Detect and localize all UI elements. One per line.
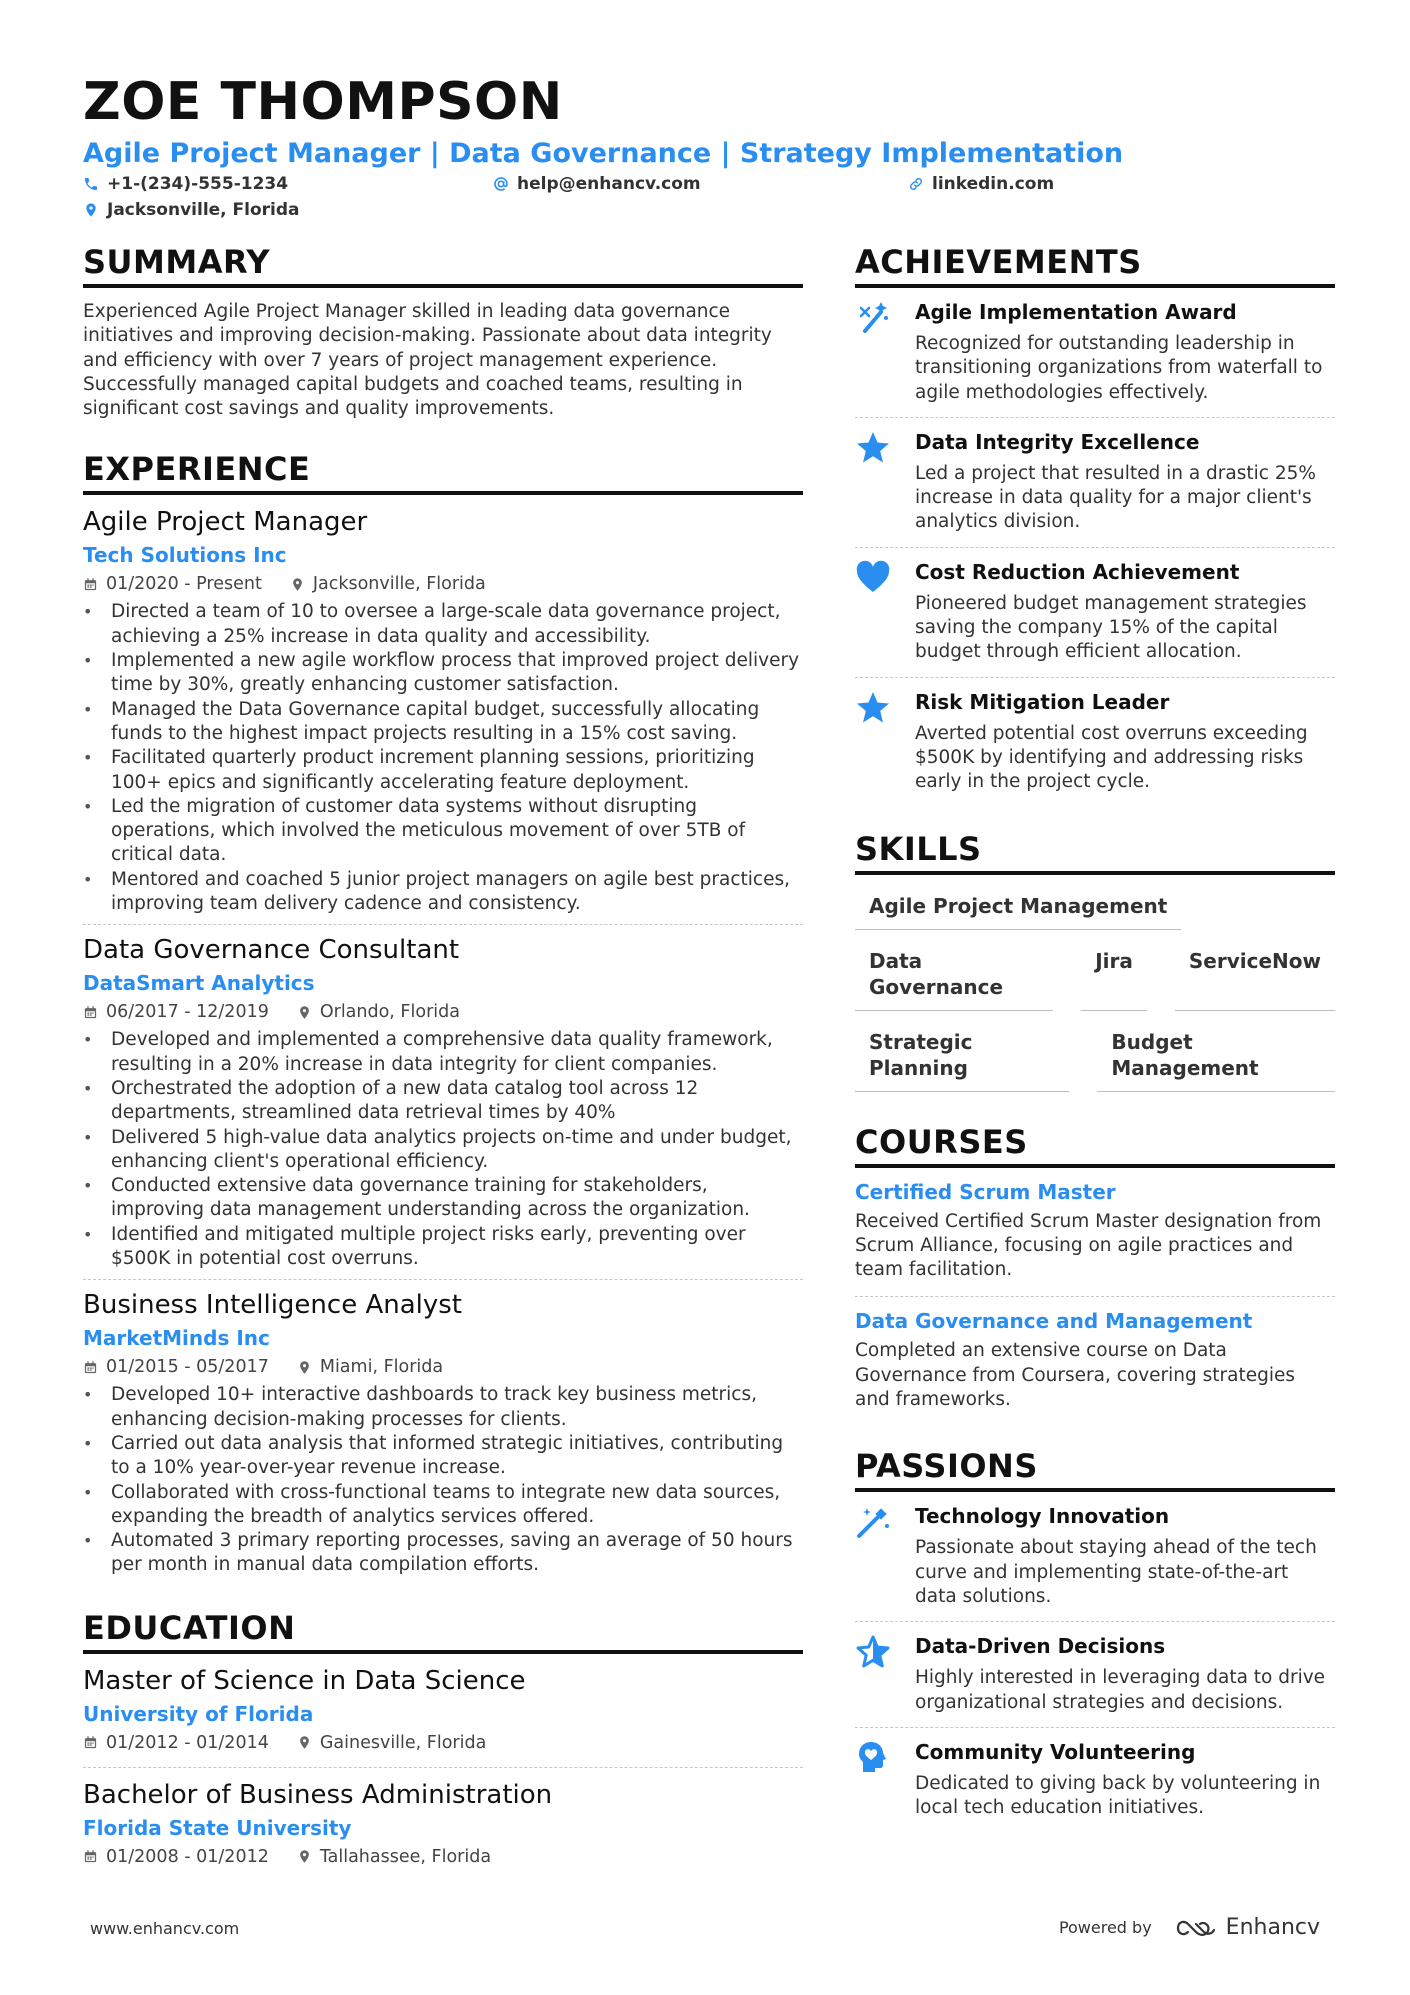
location-pin-icon (290, 577, 305, 592)
experience-section (83, 449, 803, 1577)
job-dates (83, 1355, 269, 1379)
at-icon (493, 176, 509, 192)
brand-name: Enhancv (1225, 1915, 1320, 1940)
achievement-title: Risk Mitigation Leader (915, 689, 1170, 714)
experience-heading: EXPERIENCE (83, 449, 803, 495)
left-column (83, 242, 803, 1869)
achievement-body (915, 688, 1335, 795)
location-text: Jacksonville, Florida (107, 200, 300, 220)
achievement-icon-wrap (855, 298, 915, 405)
education-meta (83, 1731, 803, 1755)
star-icon (855, 690, 891, 726)
passion-desc: Passionate about staying ahead of the tech curve and implementing state-of-the-art data solutions. (915, 1537, 1317, 1607)
job-role: Agile Project Manager (83, 507, 368, 538)
powered-by-text: Powered by (1058, 1918, 1152, 1937)
bullet-item: • Delivered 5 high-value data analytics projects on-time and under budget, enhancing client's operational efficiency. (83, 1126, 803, 1175)
summary-heading: SUMMARY (83, 242, 803, 288)
education-heading: EDUCATION (83, 1608, 803, 1654)
candidate-name: ZOE THOMPSON (83, 72, 563, 132)
job-location-text: Miami, Florida (319, 1357, 444, 1378)
courses-heading: COURSES (855, 1122, 1335, 1168)
achievement-desc: Recognized for outstanding leadership in transitioning organizations from waterfall to agile methodologies effectively. (915, 333, 1323, 403)
education-entry (83, 1767, 803, 1869)
job-bullets (83, 600, 803, 916)
passion-icon-wrap (855, 1738, 915, 1821)
achievement-item (855, 288, 1335, 418)
skills-heading: SKILLS (855, 829, 1335, 875)
bullet-item: • Mentored and coached 5 junior project managers on agile best practices, improving team delivery cadence and consistency. (83, 868, 803, 917)
passion-body (915, 1632, 1335, 1715)
job-bullets (83, 1383, 803, 1577)
achievements-heading: ACHIEVEMENTS (855, 242, 1335, 288)
right-column (855, 242, 1335, 1832)
bullet-item: • Directed a team of 10 to oversee a large-scale data governance project, achieving a 25% increase in data quality and accessibility. (83, 600, 803, 649)
passion-icon-wrap (855, 1502, 915, 1609)
footer-website[interactable]: www.enhancv.com (90, 1919, 240, 1938)
education-dates (83, 1731, 269, 1755)
linkedin-text[interactable]: linkedin.com (932, 174, 1055, 194)
achievement-item (855, 418, 1335, 548)
school: Florida State University (83, 1815, 352, 1840)
passion-body (915, 1502, 1335, 1609)
candidate-title: Agile Project Manager | Data Governance | Strategy Implementation (83, 138, 1124, 169)
job-bullets (83, 1028, 803, 1271)
heart-icon (855, 560, 891, 596)
skill-tag: Data Governance (855, 934, 1053, 1011)
passions-section (855, 1446, 1335, 1832)
bullet-item: • Collaborated with cross-functional teams to integrate new data sources, expanding the breadth of analytics services offered. (83, 1481, 803, 1530)
job-role: Business Intelligence Analyst (83, 1290, 463, 1321)
job-entry (83, 505, 803, 916)
star-icon (855, 430, 891, 466)
passion-item (855, 1492, 1335, 1622)
job-meta (83, 1355, 803, 1379)
phone-text: +1-(234)-555-1234 (107, 174, 289, 194)
calendar-icon (83, 1849, 98, 1864)
calendar-icon (83, 577, 98, 592)
location-pin-icon (297, 1360, 312, 1375)
job-location-text: Jacksonville, Florida (312, 574, 486, 595)
bullet-item: • Led the migration of customer data systems without disrupting operations, which involved the meticulous movement of over 5TB of critical data. (83, 795, 803, 868)
education-location-text: Gainesville, Florida (319, 1732, 487, 1753)
contact-info (83, 174, 1333, 234)
wand-sparkle-icon (855, 1504, 891, 1540)
location-pin-icon (297, 1735, 312, 1750)
passion-title: Technology Innovation (915, 1504, 1170, 1529)
skill-tag: Budget Management (1097, 1015, 1335, 1092)
enhancv-logo-icon (1174, 1917, 1218, 1939)
location-pin-icon (297, 1849, 312, 1864)
location-pin-icon (83, 202, 99, 218)
skills-row (855, 879, 1335, 930)
job-location (297, 1355, 443, 1379)
achievement-body (915, 558, 1335, 665)
courses-section (855, 1122, 1335, 1427)
bullet-item: • Implemented a new agile workflow process that improved project delivery time by 30%, greatly enhancing customer satisfaction. (83, 649, 803, 698)
achievement-desc: Led a project that resulted in a drastic 25% increase in data quality for a major client's analytics division. (915, 462, 1316, 533)
achievement-title: Agile Implementation Award (915, 300, 1237, 324)
job-dates (83, 572, 262, 596)
bullet-item: • Orchestrated the adoption of a new data catalog tool across 12 departments, streamlined data retrieval times by 40% (83, 1077, 803, 1126)
achievement-icon-wrap (855, 558, 915, 665)
passion-desc: Dedicated to giving back by volunteering in local tech education initiatives. (915, 1772, 1321, 1819)
education-entry (83, 1664, 803, 1755)
passion-body (915, 1738, 1335, 1821)
link-icon (908, 176, 924, 192)
bullet-item: • Automated 3 primary reporting processes, saving an average of 50 hours per month in manual data compilation efforts. (83, 1529, 803, 1578)
skill-tag: Jira (1081, 934, 1147, 1011)
skill-tag: Strategic Planning (855, 1015, 1069, 1092)
phone-icon (83, 176, 99, 192)
passion-desc: Highly interested in leveraging data to drive organizational strategies and decisions. (915, 1667, 1326, 1713)
achievement-title: Cost Reduction Achievement (915, 559, 1240, 584)
contact-location (83, 200, 300, 220)
education-meta (83, 1845, 803, 1869)
job-dates-text: 06/2017 - 12/2019 (106, 1002, 269, 1023)
job-role: Data Governance Consultant (83, 935, 460, 966)
passion-title: Community Volunteering (915, 1739, 1196, 1764)
education-dates (83, 1845, 269, 1869)
magic-wand-icon (855, 300, 891, 336)
education-location-text: Tallahassee, Florida (319, 1846, 492, 1867)
degree: Master of Science in Data Science (83, 1665, 526, 1696)
skill-tag: Agile Project Management (855, 879, 1181, 930)
bullet-item: • Conducted extensive data governance training for stakeholders, improving data management understanding across the organization. (83, 1174, 803, 1223)
job-location (297, 1000, 460, 1024)
bullet-item: • Managed the Data Governance capital budget, successfully allocating funds to the highest impact projects resulting in a 15% cost saving. (83, 698, 803, 747)
summary-text: Experienced Agile Project Manager skilled in leading data governance initiatives and improving decision-making. Passionate about data integrity and efficiency with over 7 years of project management experience. Successfully managed capital budgets and coached teams, resulting in significant cost savings and quality improvements. (83, 301, 772, 420)
education-dates-text: 01/2012 - 01/2014 (106, 1732, 269, 1753)
location-pin-icon (297, 1005, 312, 1020)
contact-phone (83, 174, 288, 194)
job-company: MarketMinds Inc (83, 1326, 270, 1351)
brand-logo[interactable] (1174, 1915, 1320, 1940)
skill-tag: ServiceNow (1175, 934, 1335, 1011)
skills-section (855, 829, 1335, 1092)
head-heart-icon (855, 1740, 891, 1776)
course-desc: Received Certified Scrum Master designation from Scrum Alliance, focusing on agile practices and team facilitation. (855, 1210, 1322, 1281)
course-item (855, 1297, 1335, 1426)
job-location (290, 572, 486, 596)
calendar-icon (83, 1005, 98, 1020)
course-title: Data Governance and Management (855, 1309, 1253, 1334)
star-outline-icon (855, 1634, 891, 1670)
job-meta (83, 572, 803, 596)
achievement-desc: Averted potential cost overruns exceeding $500K by identifying and addressing risks early in the project cycle. (915, 722, 1308, 793)
degree: Bachelor of Business Administration (83, 1779, 553, 1810)
course-title: Certified Scrum Master (855, 1179, 1116, 1204)
education-location (297, 1845, 491, 1869)
achievement-icon-wrap (855, 688, 915, 795)
passion-icon-wrap (855, 1632, 915, 1715)
bullet-item: • Carried out data analysis that informed strategic initiatives, contributing to a 10% year-over-year revenue increase. (83, 1432, 803, 1481)
job-entry (83, 924, 803, 1271)
achievement-desc: Pioneered budget management strategies saving the company 15% of the capital budget through efficient allocation. (915, 592, 1307, 663)
job-meta (83, 1000, 803, 1024)
achievement-body (915, 428, 1335, 535)
achievement-icon-wrap (855, 428, 915, 535)
footer-branding (1059, 1915, 1320, 1940)
footer (90, 1915, 1320, 1945)
achievement-item (855, 678, 1335, 807)
course-desc: Completed an extensive course on Data Governance from Coursera, covering strategies and frameworks. (855, 1340, 1295, 1411)
bullet-item: • Facilitated quarterly product increment planning sessions, prioritizing 100+ epics and significantly accelerating feature deployment. (83, 746, 803, 795)
job-dates (83, 1000, 269, 1024)
email-text[interactable]: help@enhancv.com (517, 174, 701, 194)
achievement-title: Data Integrity Excellence (915, 429, 1200, 454)
job-dates-text: 01/2015 - 05/2017 (106, 1357, 269, 1378)
passion-item (855, 1622, 1335, 1728)
summary-section (83, 242, 803, 421)
school: University of Florida (83, 1701, 314, 1726)
passion-item (855, 1728, 1335, 1833)
education-dates-text: 01/2008 - 01/2012 (106, 1846, 269, 1867)
resume-header (83, 70, 1333, 234)
achievement-item (855, 548, 1335, 678)
bullet-item: • Developed 10+ interactive dashboards to track key business metrics, enhancing decision-making processes for clients. (83, 1383, 803, 1432)
calendar-icon (83, 1735, 98, 1750)
skills-row (855, 1015, 1335, 1092)
contact-email[interactable] (493, 174, 701, 194)
course-item (855, 1168, 1335, 1298)
achievement-body (915, 298, 1335, 405)
calendar-icon (83, 1360, 98, 1375)
job-company: Tech Solutions Inc (83, 543, 287, 568)
job-entry (83, 1279, 803, 1577)
bullet-item: • Identified and mitigated multiple project risks early, preventing over $500K in potential cost overruns. (83, 1223, 803, 1272)
skills-row (855, 934, 1335, 1011)
contact-linkedin[interactable] (908, 174, 1054, 194)
job-company: DataSmart Analytics (83, 971, 315, 996)
achievements-section (855, 242, 1335, 807)
job-dates-text: 01/2020 - Present (106, 574, 262, 595)
job-location-text: Orlando, Florida (319, 1002, 460, 1023)
education-location (297, 1731, 486, 1755)
passion-title: Data-Driven Decisions (915, 1634, 1166, 1659)
bullet-item: • Developed and implemented a comprehensive data quality framework, resulting in a 20% increase in data integrity for client companies. (83, 1028, 803, 1077)
passions-heading: PASSIONS (855, 1446, 1335, 1492)
education-section (83, 1608, 803, 1869)
